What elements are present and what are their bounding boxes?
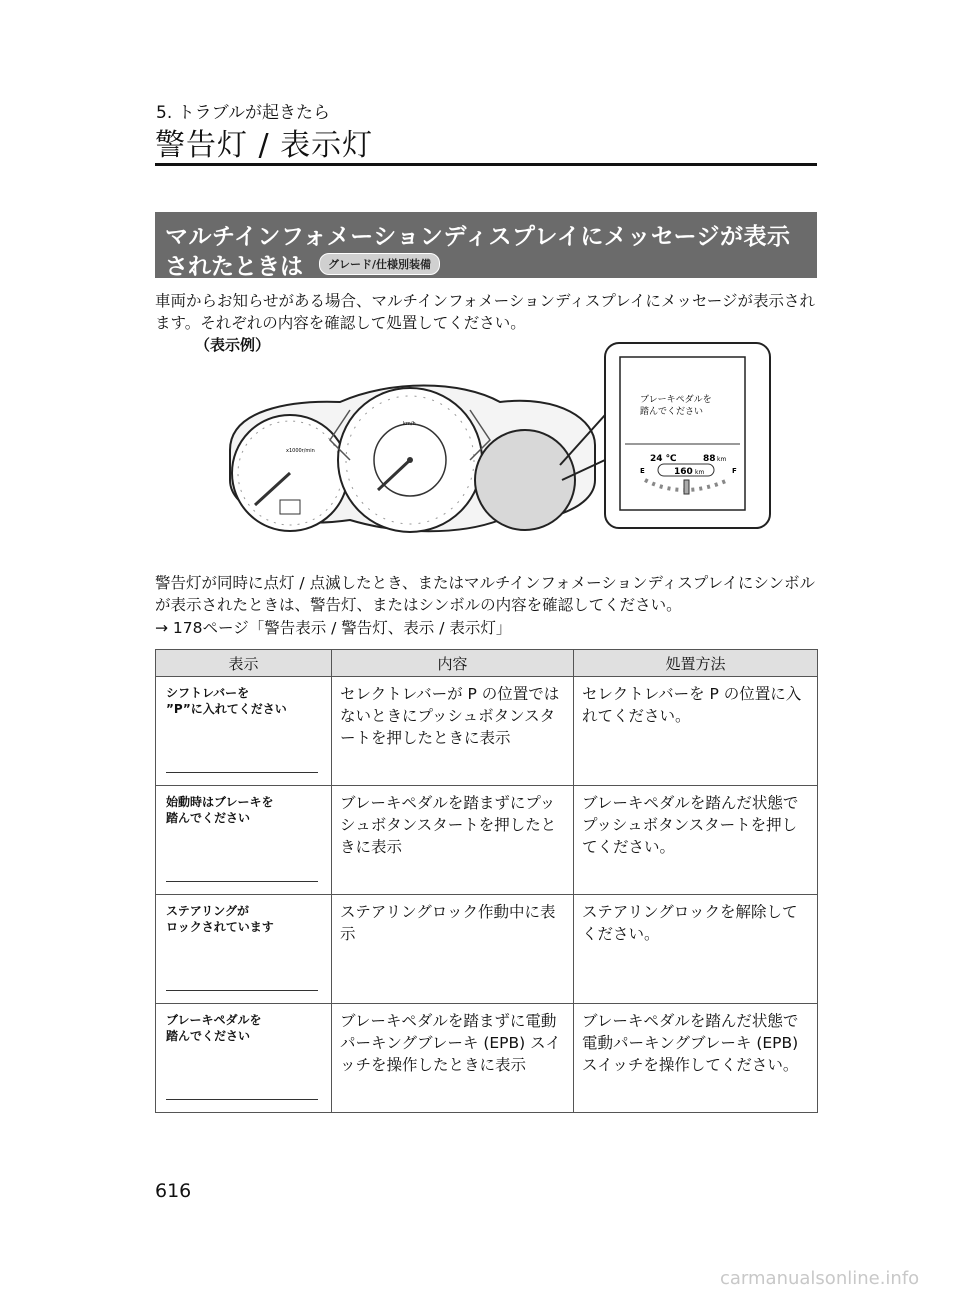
display-cell <box>156 786 332 895</box>
header-display: 表示 <box>156 650 332 677</box>
table-row <box>156 677 818 786</box>
instrument-cluster-illustration <box>200 340 800 540</box>
page-reference: → 178ページ「警告表示 / 警告灯、表示 / 表示灯」 <box>155 619 512 637</box>
banner-title-line2: されたときは <box>165 254 303 280</box>
header-content: 内容 <box>332 650 574 677</box>
chapter-heading: 5. トラブルが起きたら <box>156 103 330 123</box>
fuel-gauge-full: F <box>732 467 737 475</box>
content-cell: ブレーキペダルを踏まずにプッシュボタンスタートを押したときに表示 <box>332 786 574 895</box>
display-screen <box>620 357 745 510</box>
tachometer-unit: x1000r/min <box>286 448 315 454</box>
content-cell: ブレーキペダルを踏まずに電動パーキングブレーキ (EPB) スイッチを操作したときに表示 <box>332 1004 574 1113</box>
display-underline <box>166 881 318 882</box>
table-header-row <box>156 650 818 677</box>
table-row <box>156 1004 818 1113</box>
multi-info-display-circle <box>475 430 575 530</box>
example-label: （表示例） <box>195 336 271 354</box>
section-banner <box>155 212 817 278</box>
intro-paragraph: 車両からお知らせがある場合、マルチインフォメーションディスプレイにメッセージが表示されます。それぞれの内容を確認して処置してください。 <box>155 292 815 332</box>
display-odometer: 160 <box>674 467 693 477</box>
banner-title-line1: マルチインフォメーションディスプレイにメッセージが表示 <box>165 224 791 250</box>
content-cell: セレクトレバーが P の位置ではないときにプッシュボタンスタートを押したときに表示 <box>332 677 574 786</box>
header-action: 処置方法 <box>574 650 818 677</box>
display-message: シフトレバーを ”P”に入れてください <box>166 686 287 716</box>
display-underline <box>166 990 318 991</box>
page-number: 616 <box>155 1180 192 1202</box>
display-cell <box>156 895 332 1004</box>
display-underline <box>166 1099 318 1100</box>
display-message: ブレーキペダルを 踏んでください <box>166 1013 262 1043</box>
fuel-gauge-empty: E <box>640 467 645 475</box>
action-cell: ステアリングロックを解除してください。 <box>574 895 818 1004</box>
message-table <box>155 649 818 1113</box>
warning-paragraph: 警告灯が同時に点灯 / 点滅したとき、またはマルチインフォメーションディスプレイにシンボルが表示されたときは、警告灯、またはシンボルの内容を確認してください。 <box>155 574 815 614</box>
action-cell: ブレーキペダルを踏んだ状態でプッシュボタンスタートを押してください。 <box>574 786 818 895</box>
action-cell: セレクトレバーを P の位置に入れてください。 <box>574 677 818 786</box>
display-range: 88 <box>703 454 716 464</box>
page-title: 警告灯 / 表示灯 <box>155 128 374 163</box>
display-message-line2: 踏んでください <box>640 407 704 417</box>
tachometer-display <box>280 500 300 514</box>
display-range-unit: km <box>717 456 727 463</box>
display-odometer-unit: km <box>695 469 705 476</box>
display-cell <box>156 1004 332 1113</box>
display-underline <box>166 772 318 773</box>
speedometer-unit: km/h <box>403 421 416 427</box>
action-cell: ブレーキペダルを踏んだ状態で電動パーキングブレーキ (EPB) スイッチを操作してください。 <box>574 1004 818 1113</box>
fuel-gauge-needle <box>684 480 689 494</box>
display-message: ステアリングが ロックされています <box>166 904 274 934</box>
title-rule <box>155 163 817 166</box>
display-temperature: 24 ℃ <box>650 454 677 464</box>
display-message-line1: ブレーキペダルを <box>640 395 712 405</box>
content-cell: ステアリングロック作動中に表示 <box>332 895 574 1004</box>
table-row <box>156 786 818 895</box>
table-row <box>156 895 818 1004</box>
display-cell <box>156 677 332 786</box>
watermark: carmanualsonline.info <box>720 1268 920 1289</box>
grade-badge: グレード/仕様別装備 <box>319 253 440 275</box>
display-message: 始動時はブレーキを 踏んでください <box>166 795 274 825</box>
